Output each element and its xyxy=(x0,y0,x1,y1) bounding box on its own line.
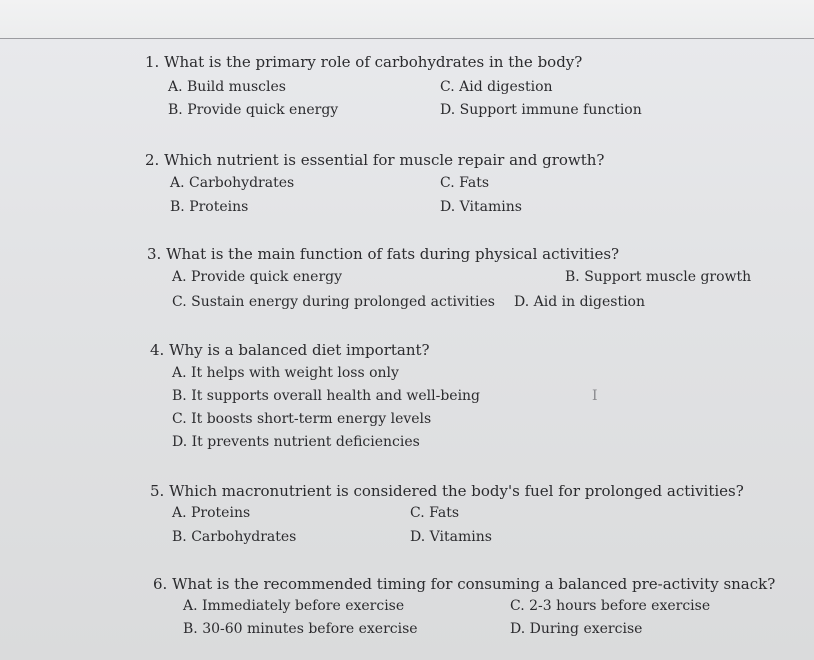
q3-option-c[interactable]: C. Sustain energy during prolonged activities xyxy=(172,294,495,310)
question-2: 2. Which nutrient is essential for muscle repair and growth? xyxy=(145,151,605,169)
q5-option-b[interactable]: B. Carbohydrates xyxy=(172,529,297,545)
q2-option-d[interactable]: D. Vitamins xyxy=(440,199,522,215)
q3-option-a[interactable]: A. Provide quick energy xyxy=(172,269,343,285)
q5-option-a[interactable]: A. Proteins xyxy=(172,505,251,521)
quiz-sheet xyxy=(0,39,814,660)
q1-option-b[interactable]: B. Provide quick energy xyxy=(168,102,339,118)
q1-option-a[interactable]: A. Build muscles xyxy=(168,79,286,95)
question-6: 6. What is the recommended timing for consuming a balanced pre-activity snack? xyxy=(153,575,776,593)
text-cursor-icon: I xyxy=(592,388,598,404)
question-5: 5. Which macronutrient is considered the body's fuel for prolonged activities? xyxy=(150,482,744,500)
question-1: 1. What is the primary role of carbohydrates in the body? xyxy=(145,53,583,71)
q4-option-b[interactable]: B. It supports overall health and well-being xyxy=(172,388,481,404)
q4-option-c[interactable]: C. It boosts short-term energy levels xyxy=(172,411,432,427)
question-4: 4. Why is a balanced diet important? xyxy=(150,341,430,359)
q5-option-c[interactable]: C. Fats xyxy=(410,505,460,521)
q6-option-d[interactable]: D. During exercise xyxy=(510,621,643,637)
q4-option-a[interactable]: A. It helps with weight loss only xyxy=(172,365,399,381)
q1-option-c[interactable]: C. Aid digestion xyxy=(440,79,553,95)
q4-option-d[interactable]: D. It prevents nutrient deficiencies xyxy=(172,434,420,450)
question-3: 3. What is the main function of fats during physical activities? xyxy=(147,245,620,263)
q6-option-a[interactable]: A. Immediately before exercise xyxy=(183,598,405,614)
q2-option-b[interactable]: B. Proteins xyxy=(170,199,249,215)
q5-option-d[interactable]: D. Vitamins xyxy=(410,529,492,545)
q2-option-c[interactable]: C. Fats xyxy=(440,175,490,191)
q6-option-b[interactable]: B. 30-60 minutes before exercise xyxy=(183,621,418,637)
q3-option-d[interactable]: D. Aid in digestion xyxy=(514,294,645,310)
q1-option-d[interactable]: D. Support immune function xyxy=(440,102,642,118)
q3-option-b[interactable]: B. Support muscle growth xyxy=(565,269,752,285)
q6-option-c[interactable]: C. 2-3 hours before exercise xyxy=(510,598,711,614)
q2-option-a[interactable]: A. Carbohydrates xyxy=(170,175,295,191)
top-bar xyxy=(0,0,814,39)
